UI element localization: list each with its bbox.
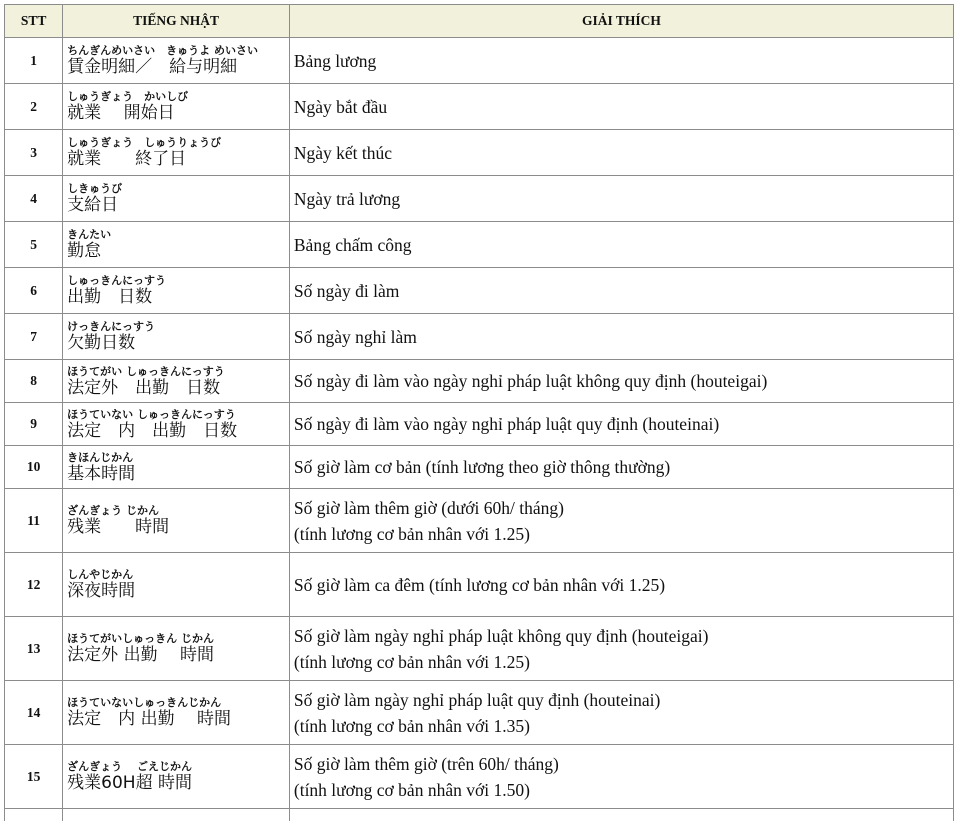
kanji-term: 残業 時間 [67, 517, 170, 537]
row-number: 9 [5, 403, 63, 446]
furigana-reading: けっきんにっすう [67, 320, 155, 333]
explanation-line: Số giờ làm thêm giờ (trên 60h/ tháng) [293, 753, 559, 774]
row-number: 8 [5, 360, 63, 403]
explanation-line: Số giờ làm cơ bản (tính lương theo giờ thông thường) [293, 457, 671, 477]
explanation [289, 268, 953, 314]
explanation-line: Ngày kết thúc [293, 142, 393, 163]
row-number: 7 [5, 314, 63, 360]
furigana-reading: きほんじかん [67, 450, 134, 464]
kanji-term: 法定外 出勤 日数 [67, 377, 221, 398]
table-row [5, 130, 954, 176]
explanation-line: Số giờ làm ca đêm (tính lương cơ bản nhân với 1.25) [293, 574, 666, 595]
table-body [5, 38, 954, 822]
japanese-term [63, 403, 290, 446]
japanese-term [63, 489, 290, 553]
kanji-term: 就業 終了日 [67, 149, 187, 169]
table-row [5, 314, 954, 360]
header-row [5, 5, 954, 38]
furigana-reading: ちんぎんめいさい きゅうよ めいさい [67, 44, 259, 57]
explanation-line: Số ngày đi làm vào ngày nghỉ pháp luật không quy định (houteigai) [293, 371, 768, 391]
explanation [289, 360, 953, 403]
japanese-term [63, 446, 290, 489]
furigana-reading: ほうてがい しゅっきんにっすう [67, 364, 225, 378]
explanation [289, 446, 953, 489]
row-number: 11 [5, 489, 63, 553]
explanation-line: Số ngày đi làm vào ngày nghỉ pháp luật quy định (houteinai) [293, 414, 720, 434]
kanji-term: 就業 開始日 [67, 103, 175, 123]
table-row [5, 360, 954, 403]
table-row [5, 617, 954, 681]
furigana-reading: ざんぎょう ごえじかん [67, 760, 193, 773]
row-number: 13 [5, 617, 63, 681]
explanation [289, 681, 953, 745]
explanation [289, 489, 953, 553]
japanese-term [63, 314, 290, 360]
table-row [5, 681, 954, 745]
row-number: 14 [5, 681, 63, 745]
kanji-term: 残業60H超 時間 [67, 773, 192, 793]
row-number: 12 [5, 553, 63, 617]
kanji-term: 基本時間 [67, 463, 136, 484]
explanation-line: Bảng chấm công [293, 234, 412, 255]
table-row [5, 222, 954, 268]
row-number: 4 [5, 176, 63, 222]
explanation-line: (tính lương cơ bản nhân với 1.25) [293, 651, 530, 672]
explanation [289, 553, 953, 617]
explanation-line: Số giờ làm ngày nghỉ pháp luật không quy định (houteigai) [293, 625, 709, 646]
empty-cell [289, 809, 953, 822]
empty-cell [5, 809, 63, 822]
japanese-term [63, 268, 290, 314]
table-row [5, 446, 954, 489]
table-row [5, 553, 954, 617]
japanese-term [63, 222, 290, 268]
furigana-reading: ほうていないしゅっきんじかん [67, 696, 222, 709]
explanation-line: Số ngày đi làm [293, 280, 400, 301]
row-number: 1 [5, 38, 63, 84]
table-row [5, 38, 954, 84]
explanation-line: (tính lương cơ bản nhân với 1.35) [293, 715, 530, 736]
explanation [289, 314, 953, 360]
furigana-reading: しんやじかん [67, 568, 134, 581]
explanation [289, 745, 953, 809]
table-row-cutoff [5, 809, 954, 822]
header-explanation: GIẢI THÍCH [289, 5, 953, 38]
explanation [289, 176, 953, 222]
explanation-line: Bảng lương [293, 50, 377, 71]
row-number: 15 [5, 745, 63, 809]
table-row [5, 745, 954, 809]
explanation-line: Ngày trả lương [293, 188, 401, 209]
explanation-line: (tính lương cơ bản nhân với 1.50) [293, 779, 530, 800]
row-number: 10 [5, 446, 63, 489]
japanese-term [63, 553, 290, 617]
row-number: 6 [5, 268, 63, 314]
kanji-term: 賃金明細／ 給与明細 [67, 57, 238, 77]
explanation [289, 617, 953, 681]
japanese-term [63, 617, 290, 681]
vocab-table [4, 4, 954, 821]
furigana-reading: ざんぎょう じかん [67, 504, 160, 517]
explanation [289, 403, 953, 446]
table-row [5, 403, 954, 446]
furigana-reading: ほうていない しゅっきんにっすう [67, 407, 236, 421]
explanation-line: (tính lương cơ bản nhân với 1.25) [293, 523, 530, 544]
header-stt: STT [5, 5, 63, 38]
table-row [5, 489, 954, 553]
empty-cell [63, 809, 290, 822]
table-row [5, 176, 954, 222]
japanese-term [63, 745, 290, 809]
furigana-reading: しきゅうび [67, 182, 123, 195]
kanji-term: 出勤 日数 [67, 287, 153, 307]
japanese-term [63, 681, 290, 745]
japanese-term [63, 130, 290, 176]
japanese-term [63, 38, 290, 84]
japanese-term [63, 84, 290, 130]
row-number: 5 [5, 222, 63, 268]
furigana-reading: しゅうぎょう しゅうりょうび [67, 136, 222, 149]
table-row [5, 84, 954, 130]
kanji-term: 欠勤日数 [67, 333, 136, 353]
row-number: 2 [5, 84, 63, 130]
header-japanese: TIẾNG NHẬT [63, 5, 290, 38]
kanji-term: 深夜時間 [67, 581, 136, 601]
furigana-reading: しゅうぎょう かいしび [67, 90, 189, 103]
explanation-line: Số giờ làm thêm giờ (dưới 60h/ tháng) [293, 497, 564, 518]
row-number: 3 [5, 130, 63, 176]
kanji-term: 法定外 出勤 時間 [67, 645, 214, 665]
kanji-term: 法定 内 出勤 時間 [67, 709, 231, 729]
furigana-reading: しゅっきんにっすう [67, 274, 166, 287]
explanation [289, 130, 953, 176]
explanation-line: Số giờ làm ngày nghỉ pháp luật quy định (houteinai) [293, 689, 661, 710]
explanation [289, 84, 953, 130]
japanese-term [63, 176, 290, 222]
kanji-term: 支給日 [67, 195, 119, 215]
furigana-reading: ほうてがいしゅっきん じかん [67, 632, 215, 645]
explanation [289, 38, 953, 84]
kanji-term: 法定 内 出勤 日数 [67, 420, 238, 441]
table-row [5, 268, 954, 314]
explanation-line: Ngày bắt đầu [293, 96, 388, 117]
explanation-line: Số ngày nghỉ làm [293, 326, 417, 347]
japanese-term [63, 360, 290, 403]
kanji-term: 勤怠 [67, 241, 102, 261]
furigana-reading: きんたい [67, 228, 112, 241]
explanation [289, 222, 953, 268]
